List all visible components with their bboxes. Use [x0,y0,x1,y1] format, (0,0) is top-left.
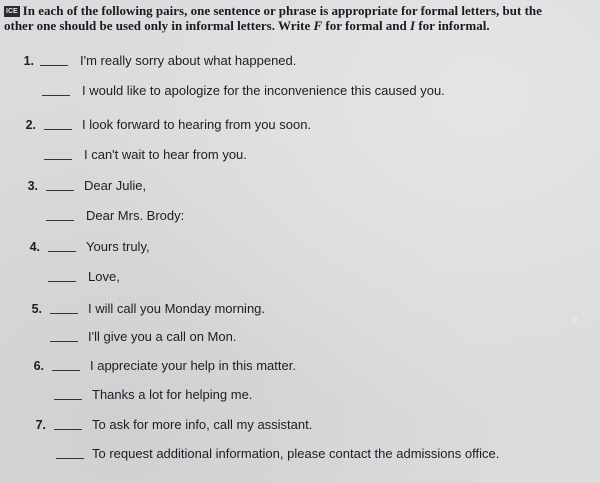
answer-blank[interactable] [56,458,84,459]
instructions-line-2c: for informal. [415,18,490,33]
list-item [0,445,600,463]
list-item [0,357,600,375]
item-text: Thanks a lot for helping me. [92,387,253,402]
item-text: I'll give you a call on Mon. [88,329,237,344]
item-text: Dear Mrs. Brody: [86,208,185,223]
list-item [0,177,600,195]
answer-blank[interactable] [46,190,74,191]
instructions-line-2a: other one should be used only in informal letters. Write [4,18,314,33]
formal-letter: F [313,18,323,33]
item-text: To request additional information, please contact the admissions office. [92,446,500,461]
list-item [0,300,600,318]
list-item [0,82,600,100]
list-item [0,328,600,346]
item-number: 2. [25,118,36,132]
item-text: Yours truly, [86,239,150,254]
answer-blank[interactable] [44,129,72,130]
item-number: 3. [27,179,38,193]
item-text: I will call you Monday morning. [88,301,266,316]
answer-blank[interactable] [46,220,74,221]
informal-letter: I [410,18,416,33]
item-text: I would like to apologize for the inconvenience this caused you. [82,83,445,98]
answer-blank[interactable] [40,65,68,66]
item-text: I look forward to hearing from you soon. [82,117,312,132]
answer-blank[interactable] [52,370,80,371]
item-number: 1. [23,54,34,68]
list-item [0,116,600,134]
item-text: To ask for more info, call my assistant. [92,417,313,432]
item-text: Dear Julie, [84,178,147,193]
answer-blank[interactable] [42,95,70,96]
list-item [0,52,600,70]
answer-blank[interactable] [50,341,78,342]
answer-blank[interactable] [54,429,82,430]
item-number: 5. [31,302,42,316]
section-tag: ICE [6,8,18,15]
instructions-line-1: In each of the following pairs, one sentence or phrase is appropriate for formal letters, but the [22,3,542,18]
item-text: Love, [88,269,120,284]
answer-blank[interactable] [50,313,78,314]
list-item [0,416,600,434]
list-item [0,268,600,286]
list-item [0,386,600,404]
list-item [0,146,600,164]
item-text: I'm really sorry about what happened. [80,53,297,68]
answer-blank[interactable] [44,159,72,160]
instructions-line-2b: for formal and [322,18,411,33]
list-item [0,238,600,256]
item-text: I can't wait to hear from you. [84,147,247,162]
item-text: I appreciate your help in this matter. [90,358,296,373]
answer-blank[interactable] [54,399,82,400]
page-glare [566,312,582,328]
answer-blank[interactable] [48,251,76,252]
item-number: 7. [35,418,46,432]
list-item [0,207,600,225]
item-number: 4. [29,240,40,254]
answer-blank[interactable] [48,281,76,282]
instructions [4,3,594,33]
item-number: 6. [33,359,44,373]
